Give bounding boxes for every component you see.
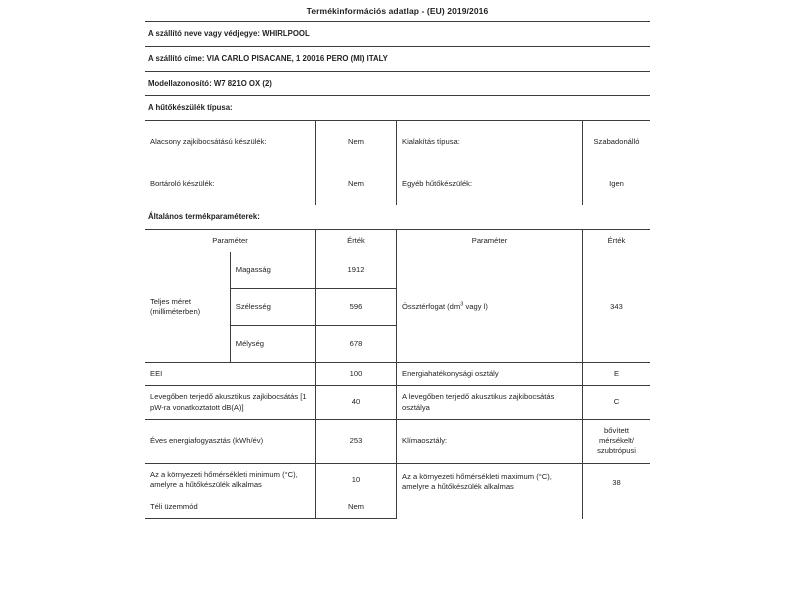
total-volume-label-sup: 3	[460, 301, 464, 308]
appliance-type-table	[145, 120, 650, 205]
header-param-left: Paraméter	[145, 229, 316, 252]
dimension-names-table	[231, 252, 315, 362]
header-param-right: Paraméter	[397, 229, 583, 252]
supplier-address-row: A szállító címe: VIA CARLO PISACANE, 1 20016 PERO (MI) ITALY	[148, 53, 388, 63]
dimensions-row	[145, 252, 650, 363]
total-volume-label-pre: Össztérfogat (dm	[402, 301, 461, 311]
page-title: Termékinformációs adatlap - (EU) 2019/2016	[306, 6, 489, 16]
low-noise-value: Nem	[316, 121, 397, 164]
min-ambient-temp-value: 10	[316, 463, 397, 496]
winter-mode-label: Téli üzemmód	[145, 496, 316, 519]
winter-mode-value: Nem	[316, 496, 397, 519]
table-row	[145, 419, 650, 463]
appliance-type-section-label: A hűtőkészülék típusa:	[148, 103, 233, 113]
header-value-left: Érték	[316, 229, 397, 252]
min-ambient-temp-label: Az a környezeti hőmérsékleti minimum (°C), amelyre a hűtőkészülék alkalmas	[145, 463, 316, 496]
table-row	[316, 326, 396, 363]
overall-dimensions-label	[145, 252, 230, 363]
table-row	[316, 252, 396, 289]
general-params-section-label: Általános termékparaméterek:	[148, 212, 260, 222]
height-value: 1912	[316, 252, 396, 289]
dimension-values-table	[316, 252, 396, 362]
total-volume-label	[397, 252, 583, 363]
table-row	[316, 289, 396, 326]
height-label: Magasság	[231, 252, 315, 289]
build-type-label: Kialakítás típusa:	[397, 121, 583, 164]
climate-class-value: bővített mérsékelt/ szubtrópusi	[583, 419, 651, 463]
total-volume-value: 343	[610, 301, 623, 311]
dimension-names-cell	[230, 252, 315, 363]
header-value-right: Érték	[583, 229, 651, 252]
wine-storage-label: Bortároló készülék:	[145, 163, 316, 205]
total-volume-label-post: vagy l)	[463, 301, 488, 311]
airborne-noise-label: Levegőben terjedő akusztikus zajkibocsátás [1 pW-ra vonatkoztatott dB(A)]	[145, 386, 316, 420]
table-row	[231, 326, 315, 363]
annual-energy-value: 253	[316, 419, 397, 463]
model-identifier-row: Modellazonosító: W7 821O OX (2)	[148, 78, 272, 88]
build-type-value: Szabadonálló	[583, 121, 651, 164]
table-row	[231, 289, 315, 326]
depth-value: 678	[349, 338, 363, 348]
table-row	[145, 386, 650, 420]
noise-class-label: A levegőben terjedő akusztikus zajkibocsátás osztálya	[397, 386, 583, 420]
low-noise-label: Alacsony zajkibocsátású készülék:	[145, 121, 316, 164]
max-ambient-temp-label: Az a környezeti hőmérsékleti maximum (°C), amelyre a hűtőkészülék alkalmas	[397, 463, 583, 519]
energy-class-label: Energiahatékonysági osztály	[397, 363, 583, 386]
airborne-noise-value: 40	[316, 386, 397, 420]
climate-class-label: Klímaosztály:	[397, 419, 583, 463]
width-label: Szélesség	[231, 289, 315, 326]
overall-dimensions-label-line2: (milliméterben)	[150, 307, 201, 317]
table-row	[231, 252, 315, 289]
dimension-values-cell	[316, 252, 397, 363]
supplier-name-row: A szállító neve vagy védjegye: WHIRLPOOL	[148, 29, 310, 39]
eei-label: EEI	[145, 363, 316, 386]
other-appliance-value: Igen	[609, 179, 624, 188]
energy-class-value: E	[583, 363, 651, 386]
table-row	[145, 121, 650, 164]
table-header-row	[145, 229, 650, 252]
depth-label: Mélység	[235, 338, 265, 348]
eei-value: 100	[316, 363, 397, 386]
table-row	[145, 463, 650, 496]
other-appliance-label: Egyéb hűtőkészülék:	[397, 163, 583, 205]
table-row	[145, 363, 650, 386]
noise-class-value: C	[583, 386, 651, 420]
width-value: 596	[316, 289, 396, 326]
overall-dimensions-label-line1: Teljes méret	[150, 296, 191, 306]
wine-storage-value: Nem	[316, 163, 397, 205]
document-sheet	[145, 0, 650, 519]
max-ambient-temp-value: 38	[583, 463, 651, 519]
general-parameters-table	[145, 229, 650, 520]
annual-energy-label: Éves energiafogyasztás (kWh/év)	[145, 419, 316, 463]
table-row	[145, 163, 650, 205]
